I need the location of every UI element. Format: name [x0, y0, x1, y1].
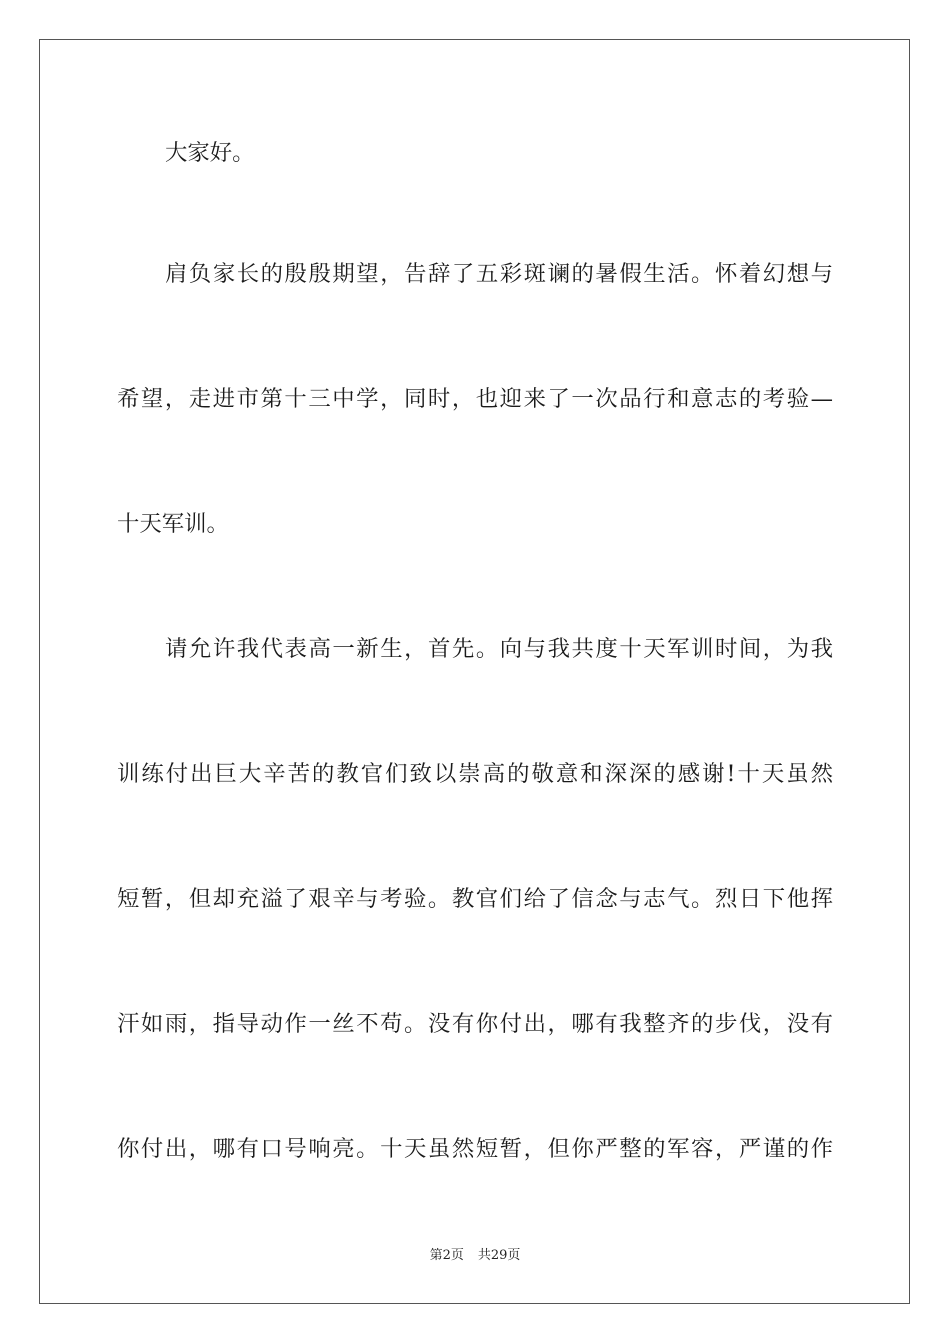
- paragraph-line: 汗如雨，指导动作一丝不苟。没有你付出，哪有我整齐的步伐，没有: [117, 1011, 833, 1037]
- paragraph-line: 请允许我代表高一新生，首先。向与我共度十天军训时间，为我: [165, 636, 833, 662]
- page-total: 共29页: [477, 1248, 521, 1263]
- paragraph-line: 你付出，哪有口号响亮。十天虽然短暂，但你严整的军容，严谨的作: [117, 1136, 833, 1162]
- paragraph-line: 肩负家长的殷殷期望，告辞了五彩斑谰的暑假生活。怀着幻想与: [165, 261, 833, 287]
- paragraph-line: 短暂，但却充溢了艰辛与考验。教官们给了信念与志气。烈日下他挥: [117, 886, 833, 912]
- page-frame: [39, 39, 910, 1304]
- page-footer: [0, 1247, 950, 1265]
- paragraph-line: 训练付出巨大辛苦的教官们致以崇高的敬意和深深的感谢!十天虽然: [117, 761, 833, 787]
- paragraph-line: 希望，走进市第十三中学，同时，也迎来了一次品行和意志的考验—: [117, 386, 833, 412]
- paragraph-line-greeting: 大家好。: [165, 140, 255, 166]
- paragraph-line: 十天军训。: [117, 511, 229, 537]
- page-number: 第2页: [429, 1248, 464, 1263]
